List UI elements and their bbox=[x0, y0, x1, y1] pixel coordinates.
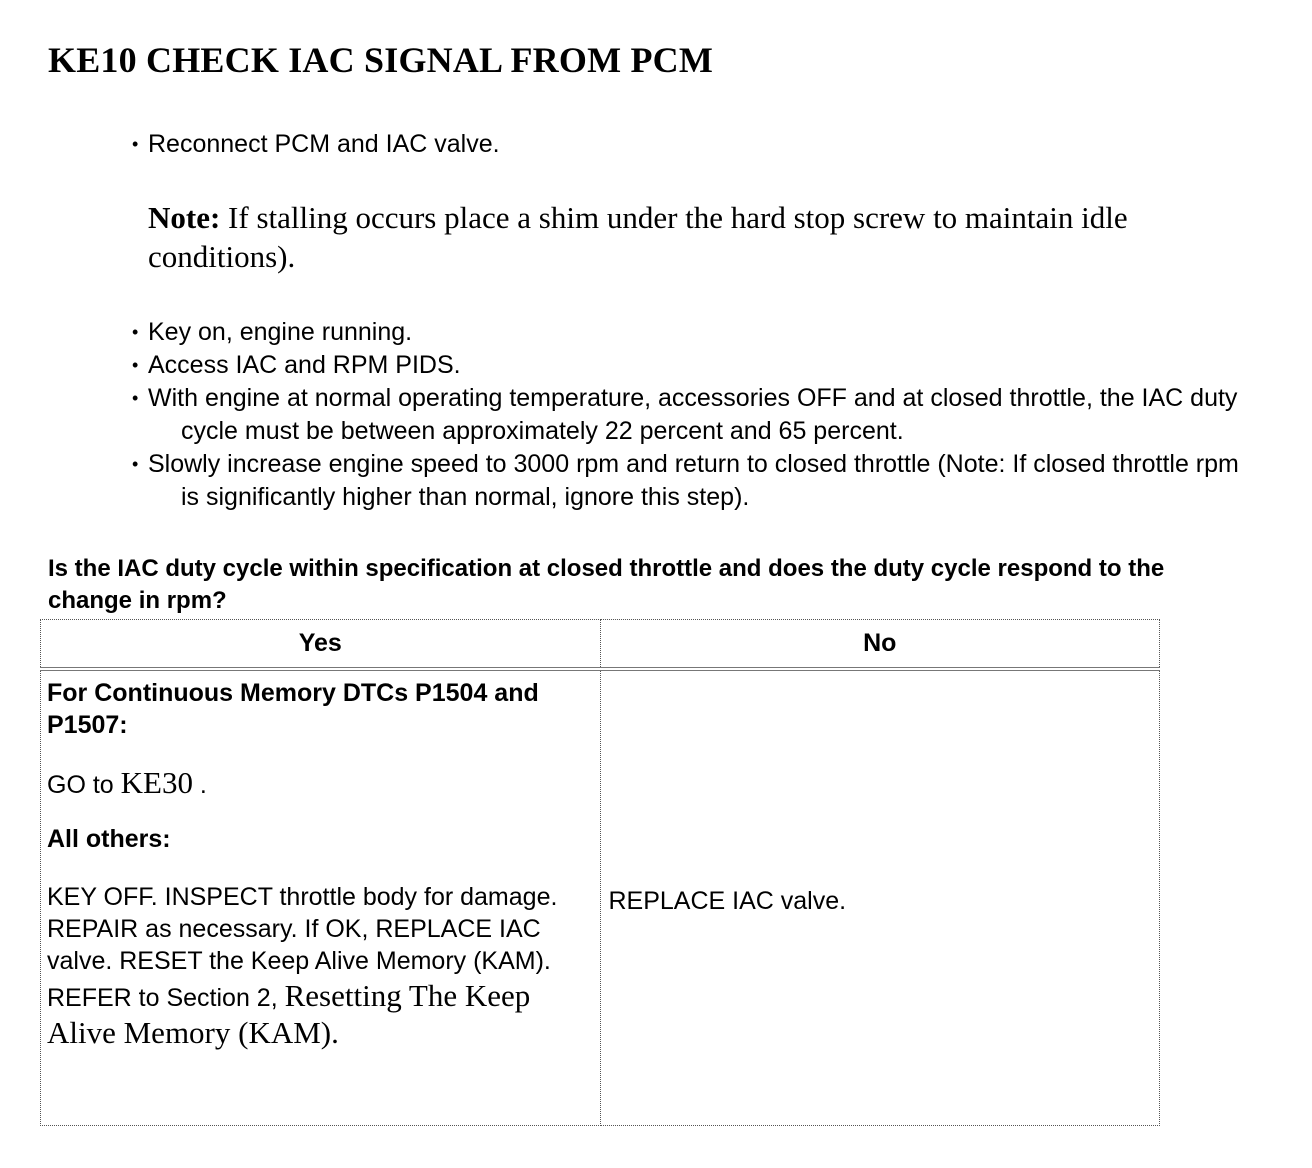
no-column-header: No bbox=[600, 620, 1160, 670]
ke30-link[interactable]: KE30 bbox=[120, 765, 193, 800]
page-title: KE10 CHECK IAC SIGNAL FROM PCM bbox=[48, 40, 714, 80]
instructions-text: KEY OFF. INSPECT throttle body for damage. REPAIR as necessary. If OK, REPLACE IAC valve. RESET the Keep Alive Memory (KAM). REFER to Section 2, bbox=[47, 883, 558, 1012]
list-item bbox=[130, 316, 1260, 349]
step-text: Slowly increase engine speed to 3000 rpm and return to closed throttle (Note: If closed throttle rpm is significantly higher than normal, ignore this step). bbox=[148, 450, 1239, 511]
yes-cell bbox=[41, 669, 601, 1126]
decision-table bbox=[40, 619, 1160, 1126]
step-text: Access IAC and RPM PIDS. bbox=[148, 351, 461, 379]
step-text: Key on, engine running. bbox=[148, 318, 413, 346]
list-item bbox=[130, 349, 1260, 382]
list-item bbox=[130, 382, 1260, 448]
step-list-post-note bbox=[130, 316, 1260, 514]
bullet-icon: • bbox=[132, 388, 139, 408]
yes-instructions bbox=[47, 881, 594, 1051]
note-text: If stalling occurs place a shim under the hard stop screw to maintain idle conditions). bbox=[148, 200, 1128, 274]
no-cell: REPLACE IAC valve. bbox=[600, 669, 1160, 1126]
list-item bbox=[130, 128, 1260, 161]
bullet-icon: • bbox=[132, 355, 139, 375]
list-item bbox=[130, 448, 1260, 514]
yes-column-header: Yes bbox=[41, 620, 601, 670]
goto-suffix: . bbox=[199, 771, 207, 799]
step-text: Reconnect PCM and IAC valve. bbox=[148, 130, 500, 158]
note-label: Note: bbox=[148, 200, 221, 235]
note-block bbox=[148, 198, 1228, 276]
table-header-row bbox=[41, 620, 1160, 670]
step-text: With engine at normal operating temperature, accessories OFF and at closed throttle, the IAC duty cycle must be between approximately 22 percent and 65 percent. bbox=[148, 384, 1238, 445]
yes-heading-others: All others: bbox=[47, 825, 171, 853]
bullet-icon: • bbox=[132, 454, 139, 474]
bullet-icon: • bbox=[132, 322, 139, 342]
goto-line bbox=[47, 767, 594, 801]
yes-heading-dtc: For Continuous Memory DTCs P1504 and P1507: bbox=[47, 679, 539, 739]
table-row bbox=[41, 669, 1160, 1126]
goto-prefix: GO to bbox=[47, 771, 114, 799]
kam-reset-reference-link[interactable]: Resetting The Keep Alive Memory (KAM). bbox=[47, 978, 531, 1050]
step-list-pre-note bbox=[130, 128, 1260, 161]
bullet-icon: • bbox=[132, 134, 139, 154]
decision-question: Is the IAC duty cycle within specification at closed throttle and does the duty cycle respond to the change in rpm? bbox=[48, 555, 1165, 614]
